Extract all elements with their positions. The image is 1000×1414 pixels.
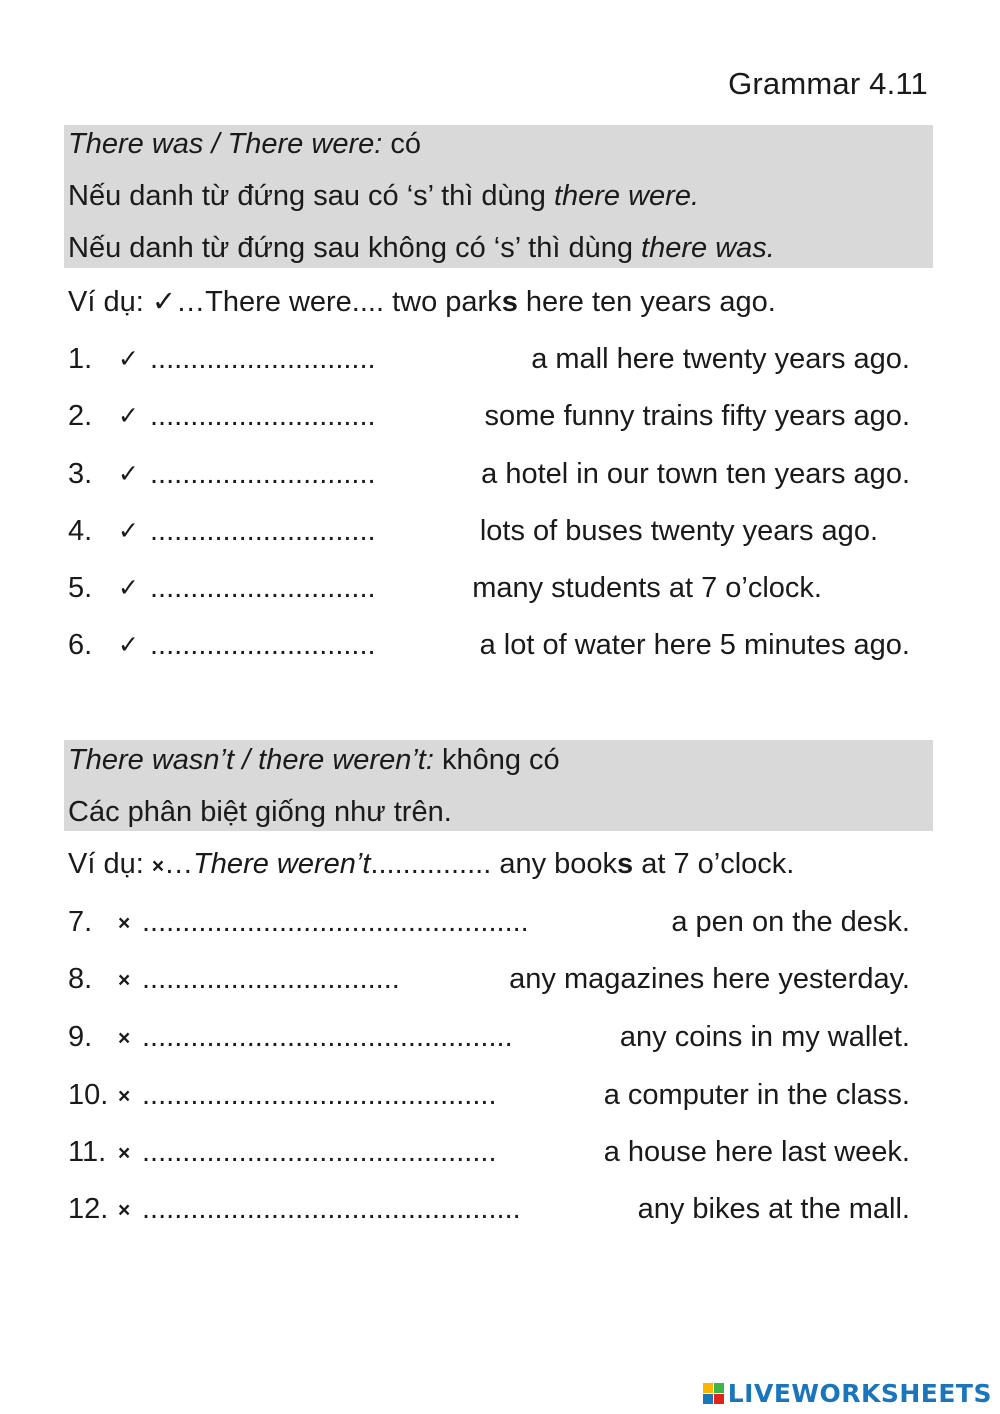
item-number: 3. bbox=[68, 458, 93, 490]
sentence-text: a lot of water here 5 minutes ago. bbox=[479, 629, 910, 661]
answer-blank[interactable]: ............................................ bbox=[142, 1079, 497, 1111]
item-number: 1. bbox=[68, 343, 93, 375]
example-prefix: Ví dụ: ✓…There were.... two park bbox=[68, 286, 502, 318]
item-number: 10. bbox=[68, 1079, 109, 1111]
cross-icon: × bbox=[118, 969, 131, 992]
cross-icon: × bbox=[118, 1142, 131, 1165]
answer-blank[interactable]: ............................................... bbox=[142, 1193, 521, 1225]
sentence-text: a mall here twenty years ago. bbox=[531, 343, 910, 375]
cross-icon: × bbox=[118, 1027, 131, 1050]
example-mid: any book bbox=[491, 848, 618, 880]
check-icon: ✓ bbox=[118, 574, 139, 602]
sentence-text: many students at 7 o’clock. bbox=[472, 572, 822, 604]
item-number: 7. bbox=[68, 906, 93, 938]
example-suffix: here ten years ago. bbox=[517, 286, 776, 318]
answer-blank[interactable]: ............................ bbox=[150, 343, 376, 375]
worksheet-title: Grammar 4.11 bbox=[728, 66, 928, 101]
item-number: 11. bbox=[68, 1136, 107, 1168]
sentence-text: a pen on the desk. bbox=[671, 906, 910, 938]
answer-blank[interactable]: ............................ bbox=[150, 458, 376, 490]
item-number: 12. bbox=[68, 1193, 109, 1225]
cross-icon: × bbox=[151, 855, 165, 878]
sentence-text: a hotel in our town ten years ago. bbox=[481, 458, 910, 490]
rule-text: Nếu danh từ đứng sau có ‘s’ thì dùng bbox=[68, 180, 554, 212]
check-icon: ✓ bbox=[118, 460, 139, 488]
rule-line-2 bbox=[68, 794, 452, 830]
rule-meaning: có bbox=[382, 128, 421, 160]
example-prefix: Ví dụ: bbox=[68, 848, 152, 880]
rule-text: Nếu danh từ đứng sau không có ‘s’ thì dùng bbox=[68, 232, 642, 264]
logo-badge-icon bbox=[703, 1383, 724, 1404]
item-number: 4. bbox=[68, 515, 93, 547]
example-negative bbox=[68, 846, 794, 885]
rule-meaning: không có bbox=[433, 744, 560, 776]
answer-blank[interactable]: ................................................ bbox=[142, 906, 529, 938]
rule-italic: there was. bbox=[641, 232, 775, 264]
rule-text: Các phân biệt giống như trên. bbox=[68, 796, 452, 828]
liveworksheets-logo bbox=[703, 1379, 992, 1408]
answer-blank[interactable]: ................................ bbox=[142, 963, 400, 995]
answer-blank[interactable]: ............................ bbox=[150, 515, 376, 547]
item-number: 5. bbox=[68, 572, 93, 604]
example-dots: ............... bbox=[370, 848, 492, 880]
item-number: 6. bbox=[68, 629, 93, 661]
answer-blank[interactable]: ............................ bbox=[150, 629, 376, 661]
rule-line-2 bbox=[68, 178, 699, 214]
sentence-text: any magazines here yesterday. bbox=[509, 963, 910, 995]
check-icon: ✓ bbox=[118, 517, 139, 545]
example-suffix: at 7 o’clock. bbox=[633, 848, 795, 880]
sentence-text: any bikes at the mall. bbox=[637, 1193, 910, 1225]
answer-blank[interactable]: ............................ bbox=[150, 572, 376, 604]
rule-italic: There wasn’t / there weren’t: bbox=[68, 744, 434, 776]
rule-italic: There was / There were: bbox=[68, 128, 383, 160]
rule-line-1 bbox=[68, 126, 421, 162]
sentence-text: lots of buses twenty years ago. bbox=[479, 515, 878, 547]
answer-blank[interactable]: ............................................ bbox=[142, 1136, 497, 1168]
cross-icon: × bbox=[118, 1199, 131, 1222]
sentence-text: a house here last week. bbox=[603, 1136, 910, 1168]
answer-blank[interactable]: ............................ bbox=[150, 400, 376, 432]
example-affirmative bbox=[68, 284, 776, 320]
check-icon: ✓ bbox=[118, 402, 139, 430]
check-icon: ✓ bbox=[118, 345, 139, 373]
check-icon: ✓ bbox=[118, 631, 139, 659]
sentence-text: some funny trains fifty years ago. bbox=[484, 400, 910, 432]
sentence-text: any coins in my wallet. bbox=[619, 1021, 910, 1053]
answer-blank[interactable]: .............................................. bbox=[142, 1021, 513, 1053]
rule-line-3 bbox=[68, 230, 775, 266]
item-number: 2. bbox=[68, 400, 93, 432]
logo-text: LIVEWORKSHEETS bbox=[727, 1379, 992, 1408]
example-italic: There weren’t bbox=[193, 848, 371, 880]
example-bold: s bbox=[501, 286, 518, 318]
rule-line-1 bbox=[68, 742, 560, 778]
rule-italic: there were. bbox=[553, 180, 700, 212]
sentence-text: a computer in the class. bbox=[603, 1079, 910, 1111]
example-bold: s bbox=[617, 848, 634, 880]
item-number: 8. bbox=[68, 963, 93, 995]
example-ellipsis: … bbox=[164, 848, 194, 880]
cross-icon: × bbox=[118, 912, 131, 935]
item-number: 9. bbox=[68, 1021, 93, 1053]
cross-icon: × bbox=[118, 1085, 131, 1108]
